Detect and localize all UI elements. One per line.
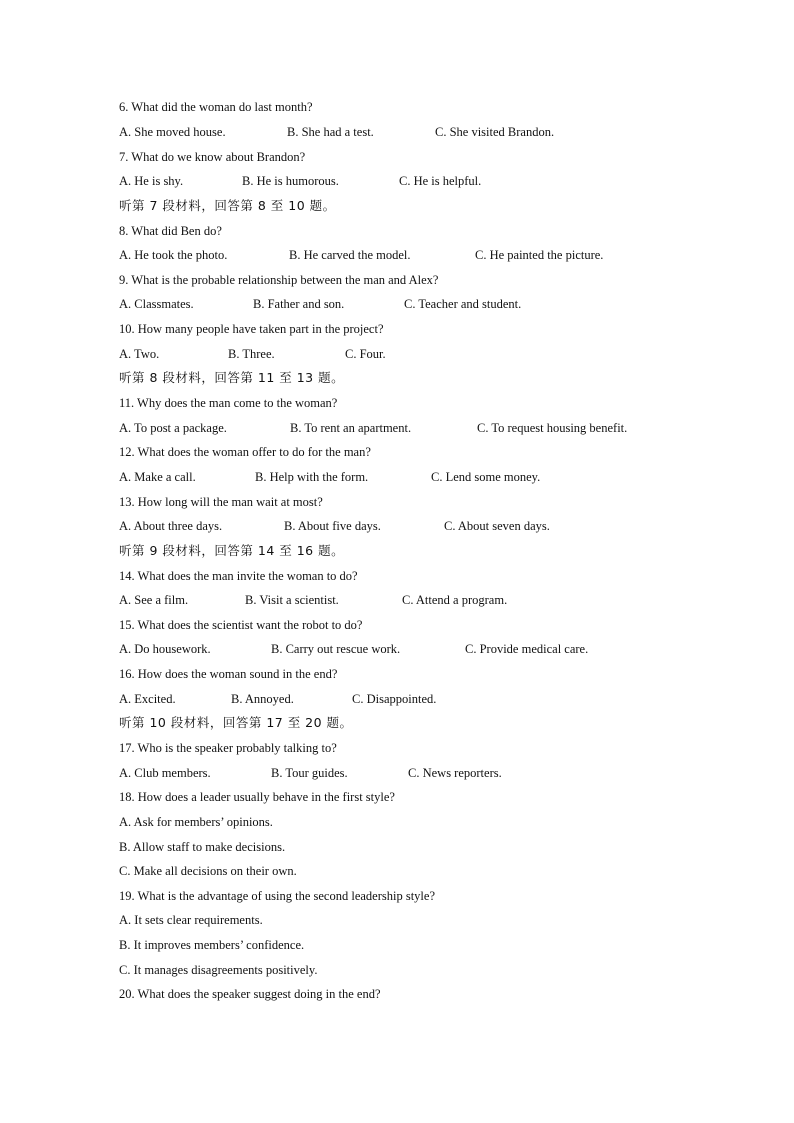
question-14: 14. What does the man invite the woman to do? — [119, 569, 358, 583]
option-12a: A. Make a call. — [119, 470, 196, 484]
question-9: 9. What is the probable relationship between the man and Alex? — [119, 273, 439, 287]
option-14a: A. See a film. — [119, 593, 189, 607]
option-6a: A. She moved house. — [119, 125, 226, 139]
option-14c: C. Attend a program. — [402, 593, 508, 607]
option-10b: B. Three. — [228, 347, 275, 361]
section-heading-8: 听第 8 段材料，回答第 11 至 13 题。 — [119, 370, 345, 385]
option-12b: B. Help with the form. — [255, 470, 369, 484]
option-16b: B. Annoyed. — [231, 692, 294, 706]
line-9 — [119, 319, 384, 339]
option-8a: A. He took the photo. — [119, 248, 228, 262]
question-20: 20. What does the speaker suggest doing in the end? — [119, 987, 381, 1001]
option-18b: B. Allow staff to make decisions. — [119, 840, 286, 854]
option-15a: A. Do housework. — [119, 642, 211, 656]
line-28 — [119, 787, 395, 807]
question-11: 11. Why does the man come to the woman? — [119, 396, 338, 410]
question-6: 6. What did the woman do last month? — [119, 100, 313, 114]
line-31 — [119, 861, 297, 881]
option-10c: C. Four. — [345, 347, 386, 361]
line-2 — [119, 147, 305, 167]
option-13a: A. About three days. — [119, 519, 223, 533]
section-heading-7: 听第 7 段材料，回答第 8 至 10 题。 — [119, 198, 336, 213]
line-33 — [119, 910, 263, 930]
option-6b: B. She had a test. — [287, 125, 374, 139]
line-32 — [119, 886, 435, 906]
question-12: 12. What does the woman offer to do for the man? — [119, 445, 371, 459]
question-8: 8. What did Ben do? — [119, 224, 222, 238]
option-7a: A. He is shy. — [119, 174, 184, 188]
option-8b: B. He carved the model. — [289, 248, 411, 262]
option-7b: B. He is humorous. — [242, 174, 339, 188]
line-0 — [119, 97, 313, 117]
line-36 — [119, 984, 381, 1004]
option-14b: B. Visit a scientist. — [245, 593, 339, 607]
question-13: 13. How long will the man wait at most? — [119, 495, 323, 509]
option-7c: C. He is helpful. — [399, 174, 482, 188]
option-19b: B. It improves members’ confidence. — [119, 938, 305, 952]
section-heading-9: 听第 9 段材料，回答第 14 至 16 题。 — [119, 543, 345, 558]
option-11b: B. To rent an apartment. — [290, 421, 412, 435]
option-9b: B. Father and son. — [253, 297, 345, 311]
section-heading-10: 听第 10 段材料，回答第 17 至 20 题。 — [119, 715, 353, 730]
line-34 — [119, 935, 304, 955]
line-5 — [119, 221, 222, 241]
option-17c: C. News reporters. — [408, 766, 502, 780]
line-23 — [119, 664, 337, 684]
question-17: 17. Who is the speaker probably talking to? — [119, 741, 337, 755]
option-9c: C. Teacher and student. — [404, 297, 522, 311]
option-15b: B. Carry out rescue work. — [271, 642, 401, 656]
line-12 — [119, 393, 337, 413]
line-29 — [119, 812, 273, 832]
line-26 — [119, 738, 337, 758]
line-18 — [119, 541, 344, 561]
option-17a: A. Club members. — [119, 766, 211, 780]
line-21 — [119, 615, 362, 635]
option-18c: C. Make all decisions on their own. — [119, 864, 297, 878]
option-11c: C. To request housing benefit. — [477, 421, 628, 435]
option-6c: C. She visited Brandon. — [435, 125, 555, 139]
line-4 — [119, 196, 336, 216]
option-13c: C. About seven days. — [444, 519, 550, 533]
question-7: 7. What do we know about Brandon? — [119, 150, 306, 164]
line-14 — [119, 442, 371, 462]
question-18: 18. How does a leader usually behave in the first style? — [119, 790, 395, 804]
option-10a: A. Two. — [119, 347, 160, 361]
line-7 — [119, 270, 438, 290]
option-17b: B. Tour guides. — [271, 766, 348, 780]
question-19: 19. What is the advantage of using the second leadership style? — [119, 889, 435, 903]
option-11a: A. To post a package. — [119, 421, 227, 435]
option-19c: C. It manages disagreements positively. — [119, 963, 318, 977]
line-35 — [119, 960, 317, 980]
line-30 — [119, 837, 285, 857]
option-13b: B. About five days. — [284, 519, 381, 533]
question-16: 16. How does the woman sound in the end? — [119, 667, 338, 681]
question-15: 15. What does the scientist want the robot to do? — [119, 618, 363, 632]
line-19 — [119, 566, 358, 586]
option-16c: C. Disappointed. — [352, 692, 437, 706]
option-18a: A. Ask for members’ opinions. — [119, 815, 273, 829]
question-10: 10. How many people have taken part in the project? — [119, 322, 384, 336]
option-8c: C. He painted the picture. — [475, 248, 604, 262]
option-16a: A. Excited. — [119, 692, 176, 706]
option-9a: A. Classmates. — [119, 297, 194, 311]
option-15c: C. Provide medical care. — [465, 642, 589, 656]
option-19a: A. It sets clear requirements. — [119, 913, 263, 927]
line-11 — [119, 368, 344, 388]
line-16 — [119, 492, 323, 512]
line-25 — [119, 713, 353, 733]
option-12c: C. Lend some money. — [431, 470, 541, 484]
